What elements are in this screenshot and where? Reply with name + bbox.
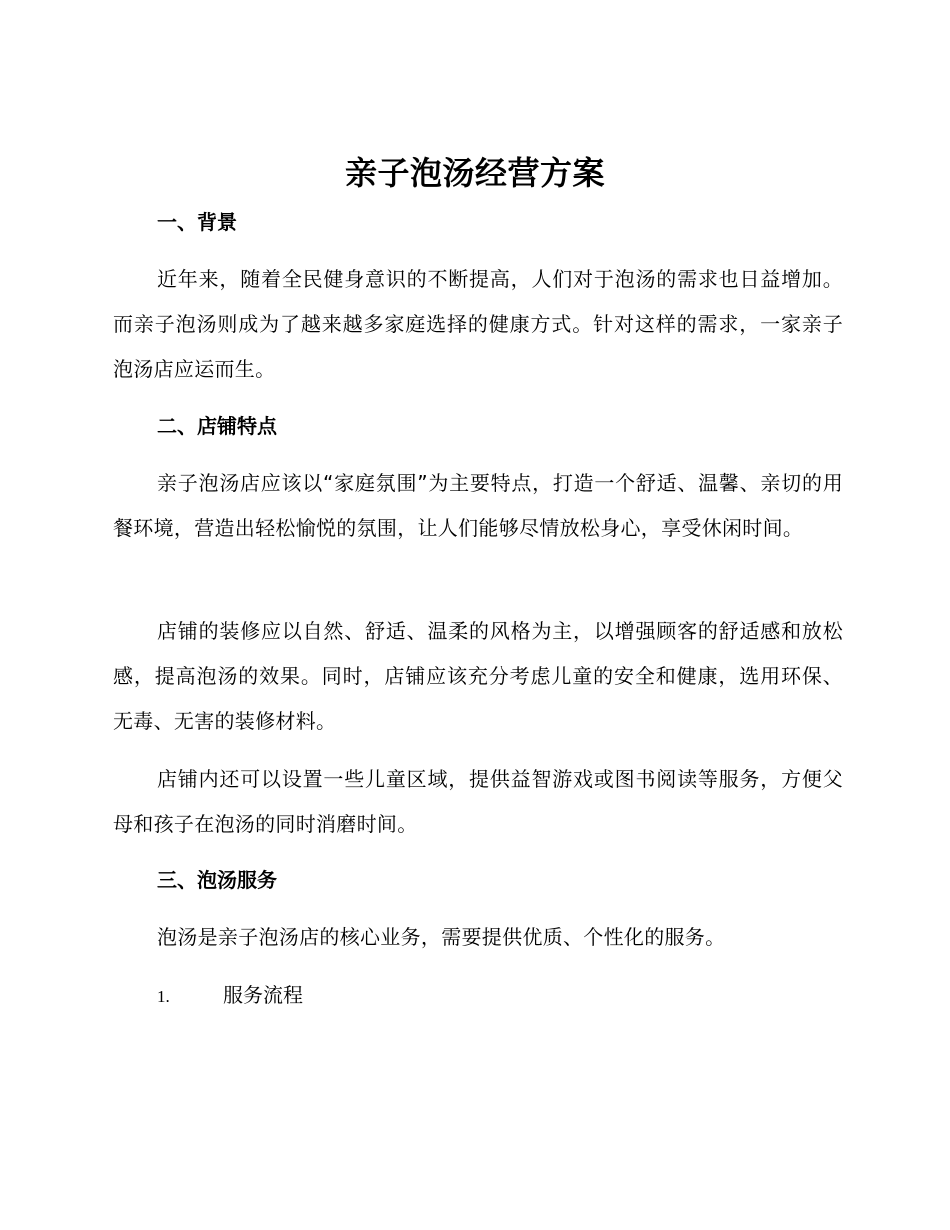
paragraph-store-features-1: 亲子泡汤店应该以“家庭氛围”为主要特点，打造一个舒适、温馨、亲切的用餐环境，营造出轻松愉悦的氛围，让人们能够尽情放松身心，享受休闲时间。 [113,471,843,540]
paragraph-bath-service: 泡汤是亲子泡汤店的核心业务，需要提供优质、个性化的服务。 [157,925,726,949]
document-title: 亲子泡汤经营方案 [344,154,605,192]
paragraph-store-features-2: 店铺的装修应以自然、舒适、温柔的风格为主，以增强顾客的舒适感和放松感，提高泡汤的效果。同时，店铺应该充分考虑儿童的安全和健康，选用环保、无毒、无害的装修材料。 [113,619,843,733]
section-heading-store-features: 二、店铺特点 [157,414,277,438]
list-item [157,980,303,1012]
list-item-number: 1. [157,987,170,1006]
list-item-text: 服务流程 [223,983,303,1007]
section-heading-background: 一、背景 [157,210,237,234]
paragraph-background: 近年来，随着全民健身意识的不断提高，人们对于泡汤的需求也日益增加。而亲子泡汤则成为了越来越多家庭选择的健康方式。针对这样的需求，一家亲子泡汤店应运而生。 [113,267,843,381]
section-heading-bath-service: 三、泡汤服务 [157,868,277,892]
paragraph-store-features-3: 店铺内还可以设置一些儿童区域，提供益智游戏或图书阅读等服务，方便父母和孩子在泡汤的同时消磨时间。 [113,767,843,836]
